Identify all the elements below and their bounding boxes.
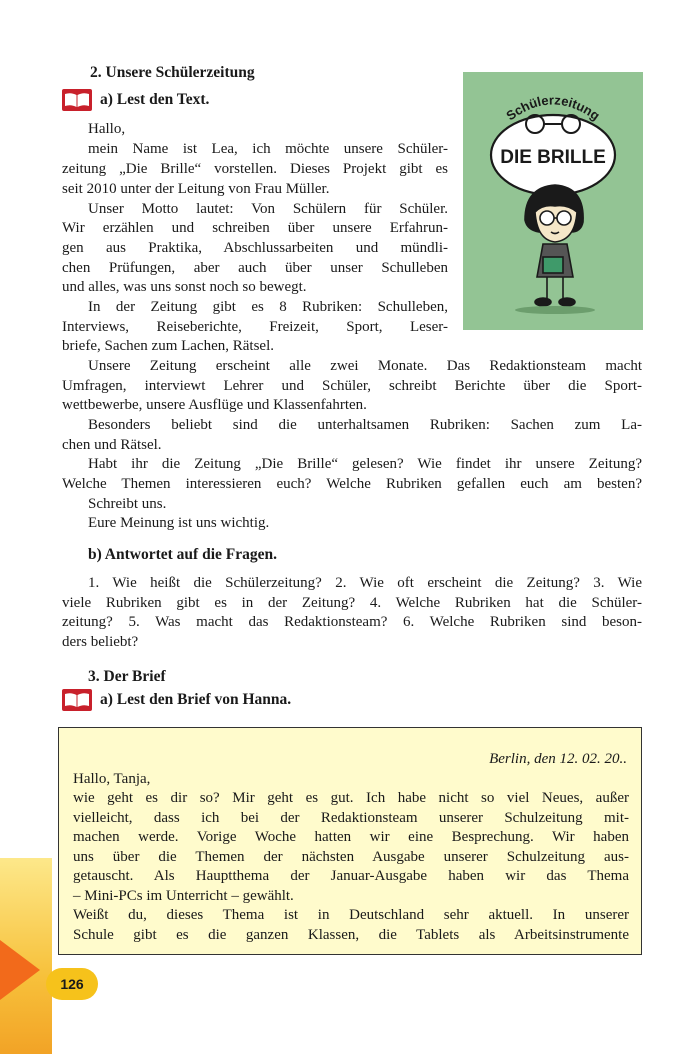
text-line: chen und Rätsel.	[62, 437, 162, 453]
page-number: 126	[46, 968, 98, 1000]
text-line: Besonders beliebt sind die unterhaltsamen Rubriken: Sachen zum La-	[88, 417, 642, 433]
text-line: Welche Themen interessieren euch? Welche Rubriken gefallen euch am besten?	[62, 476, 642, 492]
text-line: Schreibt uns.	[88, 496, 167, 512]
text-line: seit 2010 unter der Leitung von Frau Müller.	[62, 181, 330, 197]
section-2-task-b: b) Antwortet auf die Fragen.	[88, 546, 277, 563]
letter-line: Hallo, Tanja,	[73, 771, 151, 787]
text-line: gen aus Praktika, Abschlussarbeiten und mündli-	[62, 240, 448, 256]
section-2-title: 2. Unsere Schülerzeitung	[90, 64, 255, 81]
side-tab	[0, 940, 40, 1000]
letter-line: getauscht. Als Hauptthema der Januar-Ausgabe haben wir das Thema	[73, 868, 629, 884]
letter-date: Berlin, den 12. 02. 20..	[489, 751, 627, 767]
text-line: Hallo,	[88, 121, 126, 137]
text-line: und alles, was uns sonst noch so bewegt.	[62, 279, 307, 295]
letter-line: uns über die Themen der nächsten Ausgabe unserer Schulzeitung aus-	[73, 849, 629, 865]
letter-line: Schule gibt es die ganzen Klassen, die Tablets als Arbeitsinstrumente	[73, 927, 629, 943]
text-line: mein Name ist Lea, ich möchte unsere Schüler-	[88, 141, 448, 157]
text-line: Wir erzählen und schreiben über unsere Erfahrun-	[62, 220, 448, 236]
text-line: Habt ihr die Zeitung „Die Brille“ gelesen? Wie findet ihr unsere Zeitung?	[88, 456, 642, 472]
letter-box	[58, 727, 642, 955]
section-2-task-a: a) Lest den Text.	[100, 91, 210, 108]
question-line: ders beliebt?	[62, 634, 139, 650]
text-line: Unsere Zeitung erscheint alle zwei Monate. Das Redaktionsteam macht	[88, 358, 642, 374]
open-book-icon	[62, 89, 92, 111]
letter-line: vielleicht, dass ich bei der Redaktionsteam unserer Schulzeitung mit-	[73, 810, 629, 826]
cover-title: DIE BRILLE	[500, 147, 606, 168]
letter-line: wie geht es dir so? Mir geht es gut. Ich habe nicht so viel Neues, außer	[73, 790, 629, 806]
cover-arc-text: Schülerzeitung	[503, 92, 603, 124]
question-line: viele Rubriken gibt es in der Zeitung? 4. Welche Rubriken hat die Schüler-	[62, 595, 642, 611]
text-line: Interviews, Reiseberichte, Freizeit, Sport, Leser-	[62, 319, 448, 335]
text-line: briefe, Sachen zum Lachen, Rätsel.	[62, 338, 274, 354]
text-line: chen Prüfungen, aber auch über unser Schulleben	[62, 260, 448, 276]
cover-illustration	[463, 72, 643, 330]
text-line: wettbewerbe, unsere Ausflüge und Klassenfahrten.	[62, 397, 367, 413]
text-line: In der Zeitung gibt es 8 Rubriken: Schulleben,	[88, 299, 448, 315]
text-line: Umfragen, interviewt Lehrer und Schüler, schreibt Berichte über die Sport-	[62, 378, 642, 394]
section-3-task-a: a) Lest den Brief von Hanna.	[100, 691, 292, 708]
open-book-icon	[62, 689, 92, 711]
letter-line: machen werde. Vorige Woche hatten wir eine Besprechung. Wir haben	[73, 829, 629, 845]
letter-line: Weißt du, dieses Thema ist in Deutschland sehr aktuell. In unserer	[73, 907, 629, 923]
letter-line: – Mini-PCs im Unterricht – gewählt.	[73, 888, 294, 904]
question-line: zeitung? 5. Was macht das Redaktionsteam? 6. Welche Rubriken sind beson-	[62, 614, 642, 630]
newspaper-cover	[463, 72, 643, 330]
text-line: zeitung „Die Brille“ vorstellen. Dieses Projekt gibt es	[62, 161, 448, 177]
section-3-title: 3. Der Brief	[88, 668, 166, 685]
girl-figure	[525, 185, 583, 306]
shadow	[515, 306, 595, 314]
question-line: 1. Wie heißt die Schülerzeitung? 2. Wie oft erscheint die Zeitung? 3. Wie	[88, 575, 642, 591]
text-line: Eure Meinung ist uns wichtig.	[88, 515, 270, 531]
text-line: Unser Motto lautet: Von Schülern für Schüler.	[88, 201, 448, 217]
